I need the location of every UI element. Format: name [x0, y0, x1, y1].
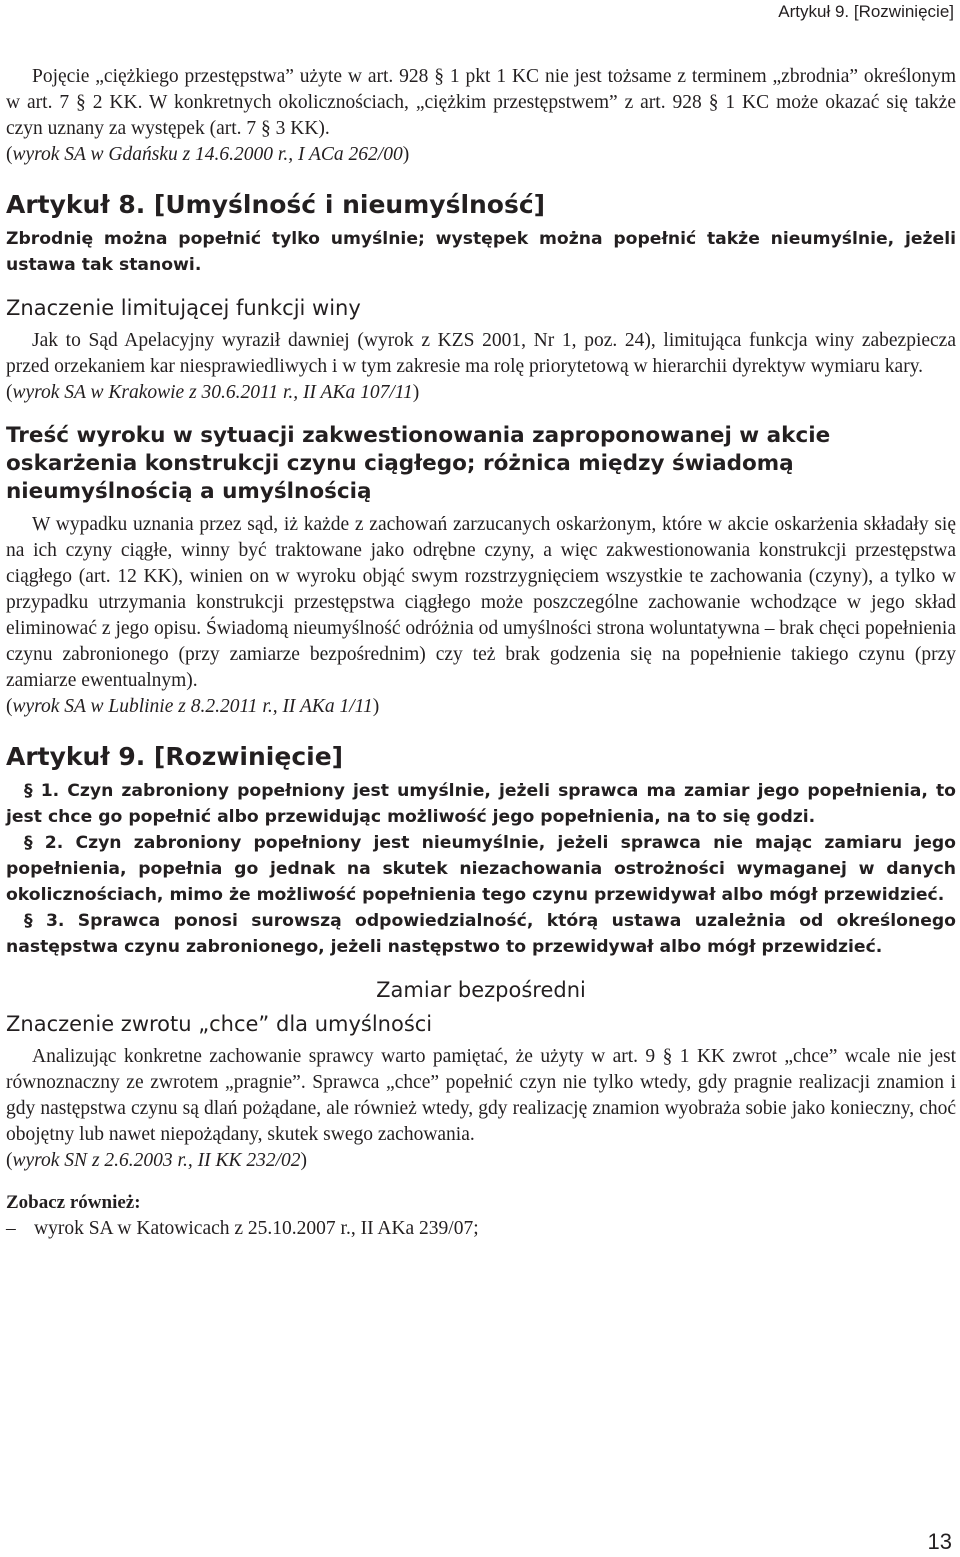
section-paragraph-continuous-act: W wypadku uznania przez sąd, iż każde z zachowań zarzucanych oskarżonym, które w akcie oskarżenia składały się na ich czyny ciągłe, winny być traktowane jako odrębne czyny, a więc zakwestionowania konstrukcji przestępstwa ciągłego (art. 12 KK), winien on w wyroku objąć swym rozstrzygnięciem wszystkie te zachowania (czyny), a tylko w przypadku utrzymania konstrukcji przestępstwa ciągłego może poszczególne zachowanie wchodzące w jego skład eliminować z jego opisu. Świadomą nieumyślność odróżnia od umyślności strona woluntatywna – brak chęci popełnienia czynu zabronionego (przy zamiarze bezpośrednim) czy też brak godzenia się na popełnienie takiego czynu (przy zamiarze ewentualnym).	[6, 514, 956, 691]
article-8-title: Artykuł 8. [Umyślność i nieumyślność]	[6, 190, 546, 219]
article-9-paragraph-3: § 3. Sprawca ponosi surowszą odpowiedzialność, którą ustawa uzależnia od określonego następstwa czynu zabronionego, jeżeli następstwo to przewidywał albo mógł przewidzieć.	[6, 911, 956, 957]
section-citation-wants: (wyrok SN z 2.6.2003 r., II KK 232/02)	[6, 1150, 307, 1171]
intro-citation: (wyrok SA w Gdańsku z 14.6.2000 r., I ACa 262/00)	[6, 144, 410, 165]
section-heading-wants: Znaczenie zwrotu „chce” dla umyślności	[6, 1012, 433, 1036]
section-paragraph-limiting-function: Jak to Sąd Apelacyjny wyraził dawniej (wyrok z KZS 2001, Nr 1, poz. 24), limitująca funkcja winy zabezpiecza przed orzekaniem kar niesprawiedliwych i w tym zakresie ma rolę priorytetową w hierarchii dyrektyw wymiaru kary.	[6, 330, 956, 377]
page-content	[6, 64, 956, 1242]
article-8-text: Zbrodnię można popełnić tylko umyślnie; występek można popełnić także nieumyślnie, jeżeli ustawa tak stanowi.	[6, 229, 956, 275]
see-also-heading: Zobacz również:	[6, 1192, 141, 1213]
section-citation-continuous-act: (wyrok SA w Lublinie z 8.2.2011 r., II AKa 1/11)	[6, 696, 380, 717]
article-9-title: Artykuł 9. [Rozwinięcie]	[6, 742, 344, 771]
intro-paragraph: Pojęcie „ciężkiego przestępstwa” użyte w art. 928 § 1 pkt 1 KC nie jest tożsame z terminem „zbrodnia” określonym w art. 7 § 2 KK. W konkretnych okolicznościach, „ciężkim przestępstwem” z art. 928 § 1 KC może okazać się także czyn uznany za występek (art. 7 § 3 KK).	[6, 66, 956, 139]
page-number: 13	[927, 1529, 952, 1554]
running-header: Artykuł 9. [Rozwinięcie]	[778, 2, 954, 21]
section-citation-limiting-function: (wyrok SA w Krakowie z 30.6.2011 r., II AKa 107/11)	[6, 382, 420, 403]
section-paragraph-wants: Analizując konkretne zachowanie sprawcy warto pamiętać, że użyty w art. 9 § 1 KK zwrot „chce” wcale nie jest równoznaczny ze zwrotem „pragnie”. Sprawca „chce” popełnić czyn nie tylko wtedy, gdy pragnie realizacji znamion i gdy następstwa czynu są dlań pożądane, ale również wtedy, gdy realizację znamion wyobraża sobie jako konieczny, choć obojętny lub nawet niepożądany, skutek swego zachowania.	[6, 1046, 956, 1145]
subheading-direct-intent: Zamiar bezpośredni	[376, 978, 586, 1002]
article-9-paragraph-1: § 1. Czyn zabroniony popełniony jest umyślnie, jeżeli sprawca ma zamiar jego popełnienia, to jest chce go popełnić albo przewidując możliwość jego popełnienia, na to się godzi.	[6, 781, 956, 827]
see-also-item: – wyrok SA w Katowicach z 25.10.2007 r., II AKa 239/07;	[6, 1218, 479, 1239]
section-heading-continuous-act: Treść wyroku w sytuacji zakwestionowania zaproponowanej w akcie oskarżenia konstrukcji czynu ciągłego; różnica między świadomą nieumyślnością a umyślnością	[6, 423, 831, 504]
article-9-paragraph-2: § 2. Czyn zabroniony popełniony jest nieumyślnie, jeżeli sprawca nie mając zamiaru jego popełnienia, popełnia go jednak na skutek niezachowania ostrożności wymaganej w danych okolicznościach, mimo że możliwość popełnienia tego czynu przewidywał albo mógł przewidzieć.	[6, 833, 956, 905]
section-heading-limiting-function: Znaczenie limitującej funkcji winy	[6, 296, 361, 320]
